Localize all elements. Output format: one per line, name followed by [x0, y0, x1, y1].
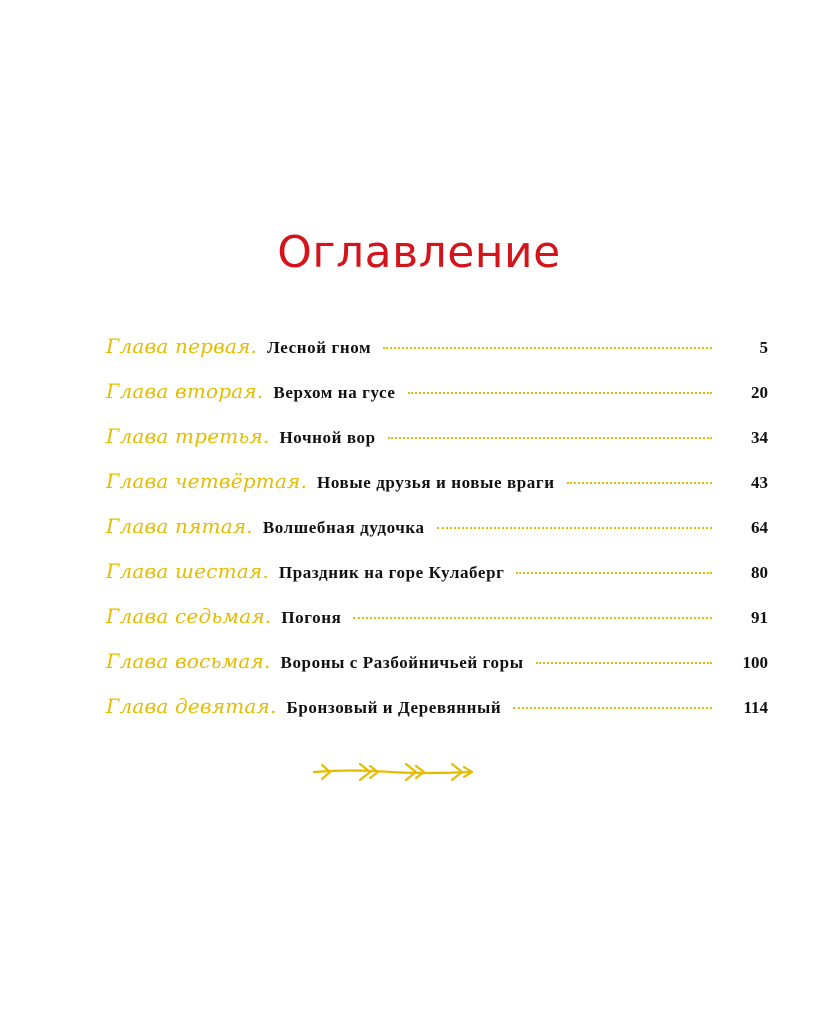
chapter-number: Глава вторая. [106, 379, 264, 403]
page-number: 80 [751, 563, 768, 582]
toc-row[interactable] [106, 559, 768, 604]
toc-row[interactable] [106, 694, 768, 739]
wheat-arrows-ornament-icon [312, 760, 476, 784]
chapter-title: Бронзовый и Деревянный [286, 698, 502, 717]
chapter-number: Глава пятая. [106, 514, 253, 538]
page-number: 34 [751, 428, 768, 447]
dot-leader [353, 617, 712, 619]
page-number: 43 [751, 473, 768, 492]
dot-leader [437, 527, 712, 529]
chapter-number: Глава первая. [106, 334, 258, 358]
page-number: 100 [742, 653, 768, 672]
dot-leader [513, 707, 712, 709]
chapter-title: Лесной гном [267, 338, 372, 357]
dot-leader [383, 347, 712, 349]
chapter-title: Верхом на гусе [273, 383, 396, 402]
chapter-title: Ночной вор [279, 428, 376, 447]
page-number: 91 [751, 608, 768, 627]
dot-leader [567, 482, 712, 484]
page-title: Оглавление [277, 227, 561, 279]
chapter-number: Глава четвёртая. [106, 469, 308, 493]
toc-row[interactable] [106, 334, 768, 379]
chapter-title: Праздник на горе Кулаберг [278, 563, 505, 582]
chapter-number: Глава восьмая. [106, 649, 271, 673]
chapter-title: Погоня [281, 608, 342, 627]
toc-row[interactable] [106, 604, 768, 649]
chapter-title: Новые друзья и новые враги [317, 473, 555, 492]
toc-row[interactable] [106, 379, 768, 424]
chapter-number: Глава седьмая. [106, 604, 272, 628]
chapter-title: Вороны с Разбойничьей горы [280, 653, 524, 672]
page-number: 64 [751, 518, 768, 537]
chapter-number: Глава девятая. [106, 694, 277, 718]
chapter-number: Глава шестая. [106, 559, 269, 583]
page-number: 114 [743, 698, 768, 717]
toc-row[interactable] [106, 424, 768, 469]
table-of-contents [106, 334, 768, 739]
page-number: 20 [751, 383, 768, 402]
toc-row[interactable] [106, 649, 768, 694]
page-number: 5 [759, 338, 768, 357]
toc-row[interactable] [106, 514, 768, 559]
toc-row[interactable] [106, 469, 768, 514]
chapter-title: Волшебная дудочка [262, 518, 425, 537]
dot-leader [536, 662, 712, 664]
dot-leader [388, 437, 712, 439]
chapter-number: Глава третья. [106, 424, 270, 448]
dot-leader [516, 572, 712, 574]
dot-leader [408, 392, 712, 394]
